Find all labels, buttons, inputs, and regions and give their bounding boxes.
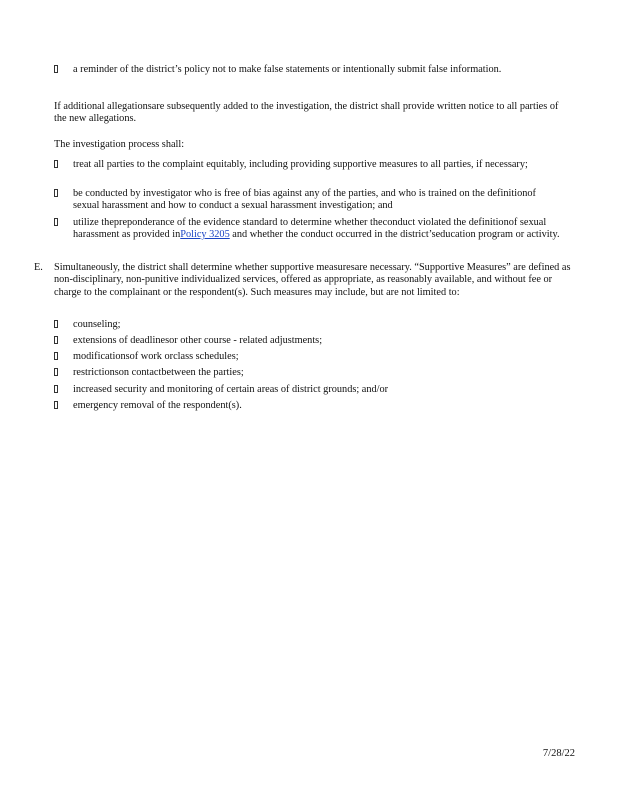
bullet-box-icon (54, 65, 58, 73)
bullet-text-after-link: and whether the conduct occurred in the district’seducation program or activity. (229, 229, 560, 241)
bullet-box-icon (54, 320, 58, 328)
bullet-text: increased security and monitoring of certain areas of district grounds; and/or (73, 384, 389, 395)
section-e-label: E. (34, 262, 43, 273)
policy-3205-link[interactable]: Policy 3205 (180, 229, 230, 241)
section-e-text: Simultaneously, the district shall determine whether supportive measuresare necessary. “Supportive Measures” are defined as non-disciplinary, non-punitive individualized services, offered as appropriate, as reasonably available, and without fee or charge to the complainant or the respondent(s). Such measures may include, but are not limited to: (54, 262, 571, 298)
bullet-text: emergency removal of the respondent(s). (73, 400, 242, 411)
bullet-text: be conducted by investigator who is free of bias against any of the parties, and who is trained on the definitionof sexual harassment and how to conduct a sexual harassment investigation; and (73, 188, 536, 212)
bullet-box-icon (54, 385, 58, 393)
bullet-text (73, 217, 563, 242)
bullet-text: extensions of deadlinesor other course - related adjustments; (73, 335, 323, 346)
process-intro: The investigation process shall: (54, 139, 185, 150)
bullet-box-icon (54, 368, 58, 376)
bullet-text: modificationsof work orclass schedules; (73, 351, 239, 362)
bullet-text: a reminder of the district’s policy not to make false statements or intentionally submit false information. (73, 64, 502, 75)
bullet-box-icon (54, 189, 58, 197)
bullet-box-icon (54, 336, 58, 344)
bullet-text: restrictionson contactbetween the parties; (73, 367, 244, 378)
additional-allegations-paragraph: If additional allegationsare subsequently added to the investigation, the district shall provide written notice to all parties of the new allegations. (54, 101, 559, 125)
bullet-box-icon (54, 401, 58, 409)
bullet-box-icon (54, 160, 58, 168)
bullet-text: treat all parties to the complaint equitably, including providing supportive measures to all parties, if necessary; (73, 159, 528, 170)
footer-date: 7/28/22 (542, 748, 575, 759)
bullet-text-before-link: utilize thepreponderance of the evidence standard to determine whether theconduct violated the definitionof sexual harassment as provided in (73, 217, 547, 241)
bullet-box-icon (54, 218, 58, 226)
bullet-box-icon (54, 352, 58, 360)
bullet-text: counseling; (73, 319, 121, 330)
